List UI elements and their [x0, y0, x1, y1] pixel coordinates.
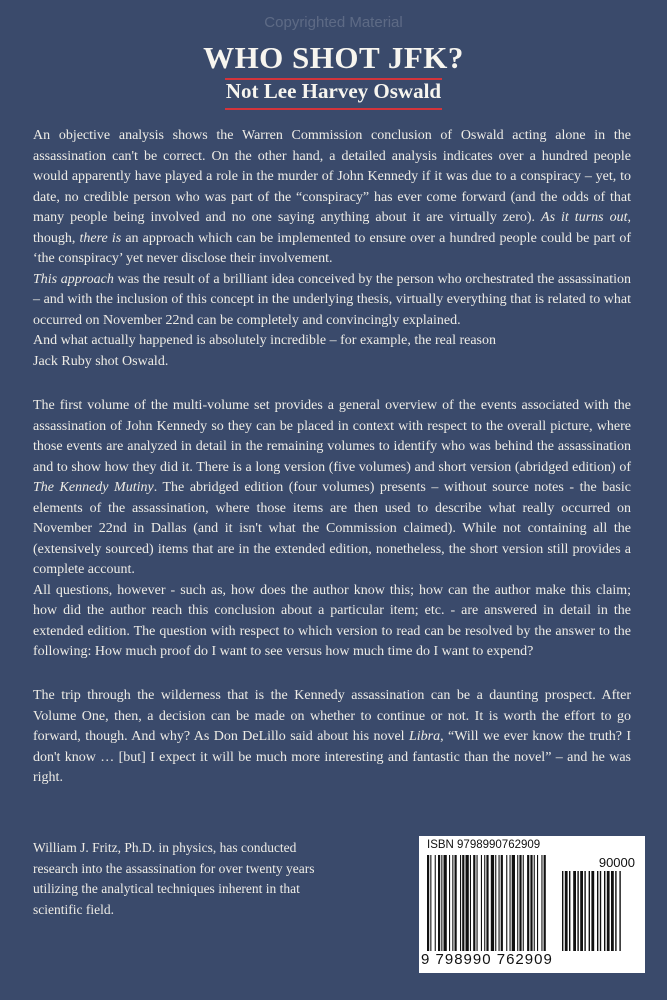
- watermark: Copyrighted Material: [264, 14, 403, 31]
- paragraph-2: This approach was the result of a brilliant idea conceived by the person who orchestrated the assassination – and with the inclusion of this concept in the underlying thesis, virtually everything that is related to what occurred on November 22nd can be completely and convincingly explained.: [33, 271, 631, 328]
- barcode-box: [419, 836, 645, 973]
- paragraph-5: All questions, however - such as, how does the author know this; how can the author make this claim; how did the author reach this conclusion about a particular item; etc. - are answered in detail in the extended edition. The question with respect to which version to read can be resolved by the answer to the following: How much proof do I want to see versus how much time do I want to expend?: [33, 582, 631, 659]
- blurb-section-2: [33, 396, 631, 663]
- isbn-label: ISBN 9798990762909: [427, 839, 541, 851]
- barcode-icon: [427, 855, 637, 951]
- author-bio: William J. Fritz, Ph.D. in physics, has conducted research into the assassination for over twenty years utilizing the analytical techniques inherent in that scientific field.: [33, 840, 315, 917]
- price-code: 90000: [598, 855, 635, 870]
- page-subtitle: Not Lee Harvey Oswald: [225, 79, 442, 103]
- paragraph-4: The first volume of the multi-volume set provides a general overview of the events associated with the assassination of John Kennedy so they can be placed in context with respect to the overall picture, where those events are analyzed in detail in the remaining volumes to identify who was behind the assassination and to show how they did it. There is a long version (five volumes) and short version (abridged edition) of The Kennedy Mutiny. The abridged edition (four volumes) presents – without source notes - the basic elements of the assassination, where those items are then used to describe what really occurred on November 22nd in Dallas (and it isn't what the Commission claimed). While not containing all the (extensively sourced) items that are in the extended edition, nonetheless, the short version still provides a complete account.: [33, 398, 631, 577]
- paragraph-3: And what actually happened is absolutely incredible – for example, the real reason Jack Ruby shot Oswald.: [33, 333, 496, 369]
- page-title: WHO SHOT JFK?: [203, 40, 464, 75]
- subtitle-underline: [225, 108, 442, 110]
- paragraph-1: An objective analysis shows the Warren Commission conclusion of Oswald acting alone in the assassination can't be correct. On the other hand, a detailed analysis indicates over a hundred people would apparently have played a role in the murder of John Kennedy if it was due to a conspiracy – yet, to date, no credible person who was part of the “conspiracy” has ever come forward (and the odds of that many people being involved and no one saying anything about it are virtually zero). As it turns out, though, there is an approach which can be implemented to ensure over a hundred people could be part of ‘the conspiracy’ yet never disclose their involvement.: [33, 128, 631, 266]
- ean-number: 9 798990 762909: [421, 951, 553, 968]
- blurb-section-1: [33, 126, 631, 372]
- blurb-section-3: [33, 686, 631, 789]
- paragraph-6: The trip through the wilderness that is the Kennedy assassination can be a daunting prospect. After Volume One, then, a decision can be made on whether to continue or not. It is worth the effort to go forward, though. And why? As Don DeLillo said about his novel Libra, “Will we ever know the truth? I don't know … [but] I expect it will be much more interesting and fantastic than the novel” – and he was right.: [33, 688, 632, 785]
